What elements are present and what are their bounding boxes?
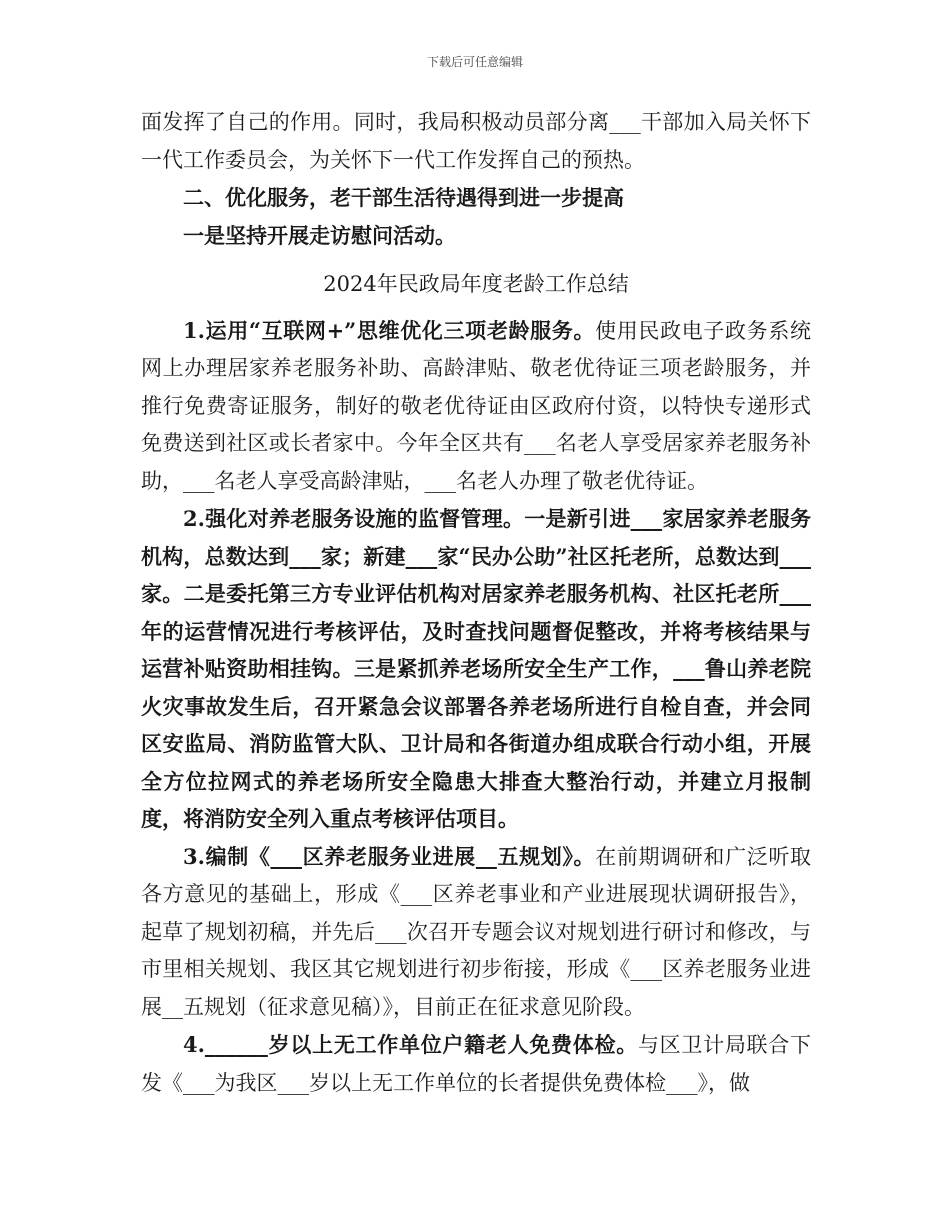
item-4-paragraph: [141, 1026, 811, 1102]
section-heading: 二、优化服务，老干部生活待遇得到进一步提高: [183, 185, 624, 210]
subsection-heading: 一是坚持开展走访慰问活动。: [183, 222, 456, 248]
item-3-text: 在前期调研和广泛听取各方意见的基础上，形成《___区养老事业和产业进展现状调研报告》，起草了规划初稿，并先后___次召开专题会议对规划进行研讨和修改，与市里相关规划、我区其它规划进行初步衔接，形成《___区养老服务业进展__五规划（征求意见稿）》，目前正在征求意见阶段。: [141, 844, 812, 1019]
item-1-text: 使用民政电子政务系统网上办理居家养老服务补助、高龄津贴、敬老优待证三项老龄服务，并推行免费寄证服务，制好的敬老优待证由区政府付资，以特快专递形式免费送到社区或长者家中。今年全区共有___名老人享受居家养老服务补助，___名老人享受高龄津贴，___名老人办理了敬老优待证。: [141, 318, 811, 493]
item-2-paragraph: 2.强化对养老服务设施的监督管理。一是新引进___家居家养老服务机构，总数达到___家；新建___家“民办公助”社区托老所，总数达到___家。二是委托第三方专业评估机构对居家养老服务机构、社区托老所___年的运营情况进行考核评估，及时查找问题督促整改，并将考核结果与运营补贴资助相挂钩。三是紧抓养老场所安全生产工作，___鲁山养老院火灾事故发生后，召开紧急会议部署各养老场所进行自检自查，并会同区安监局、消防监管大队、卫计局和各街道办组成联合行动小组，开展全方位拉网式的养老场所安全隐患大排查大整治行动，并建立月报制度，将消防安全列入重点考核评估项目。: [141, 506, 811, 831]
document-body: [141, 104, 811, 1102]
item-1-paragraph: [141, 312, 811, 501]
paragraph-continuation: 面发挥了自己的作用。同时，我局积极动员部分离___干部加入局关怀下一代工作委员会，为关怀下一代工作发挥自己的预热。: [141, 110, 811, 172]
item-1-label: 1.运用“互联网+”思维优化三项老龄服务。: [183, 317, 596, 343]
page-header-note: 下载后可任意编辑: [426, 55, 523, 69]
document-title: 2024年民政局年度老龄工作总结: [323, 272, 629, 296]
item-3-label: 3.编制《___区养老服务业进展__五规划》。: [183, 843, 596, 869]
item-4-label: 4.______岁以上无工作单位户籍老人免费体检。: [183, 1032, 638, 1057]
item-3-paragraph: [141, 838, 811, 1027]
item-4-text: 与区卫计局联合下发《___为我区___岁以上无工作单位的长者提供免费体检___》，做: [141, 1033, 811, 1095]
